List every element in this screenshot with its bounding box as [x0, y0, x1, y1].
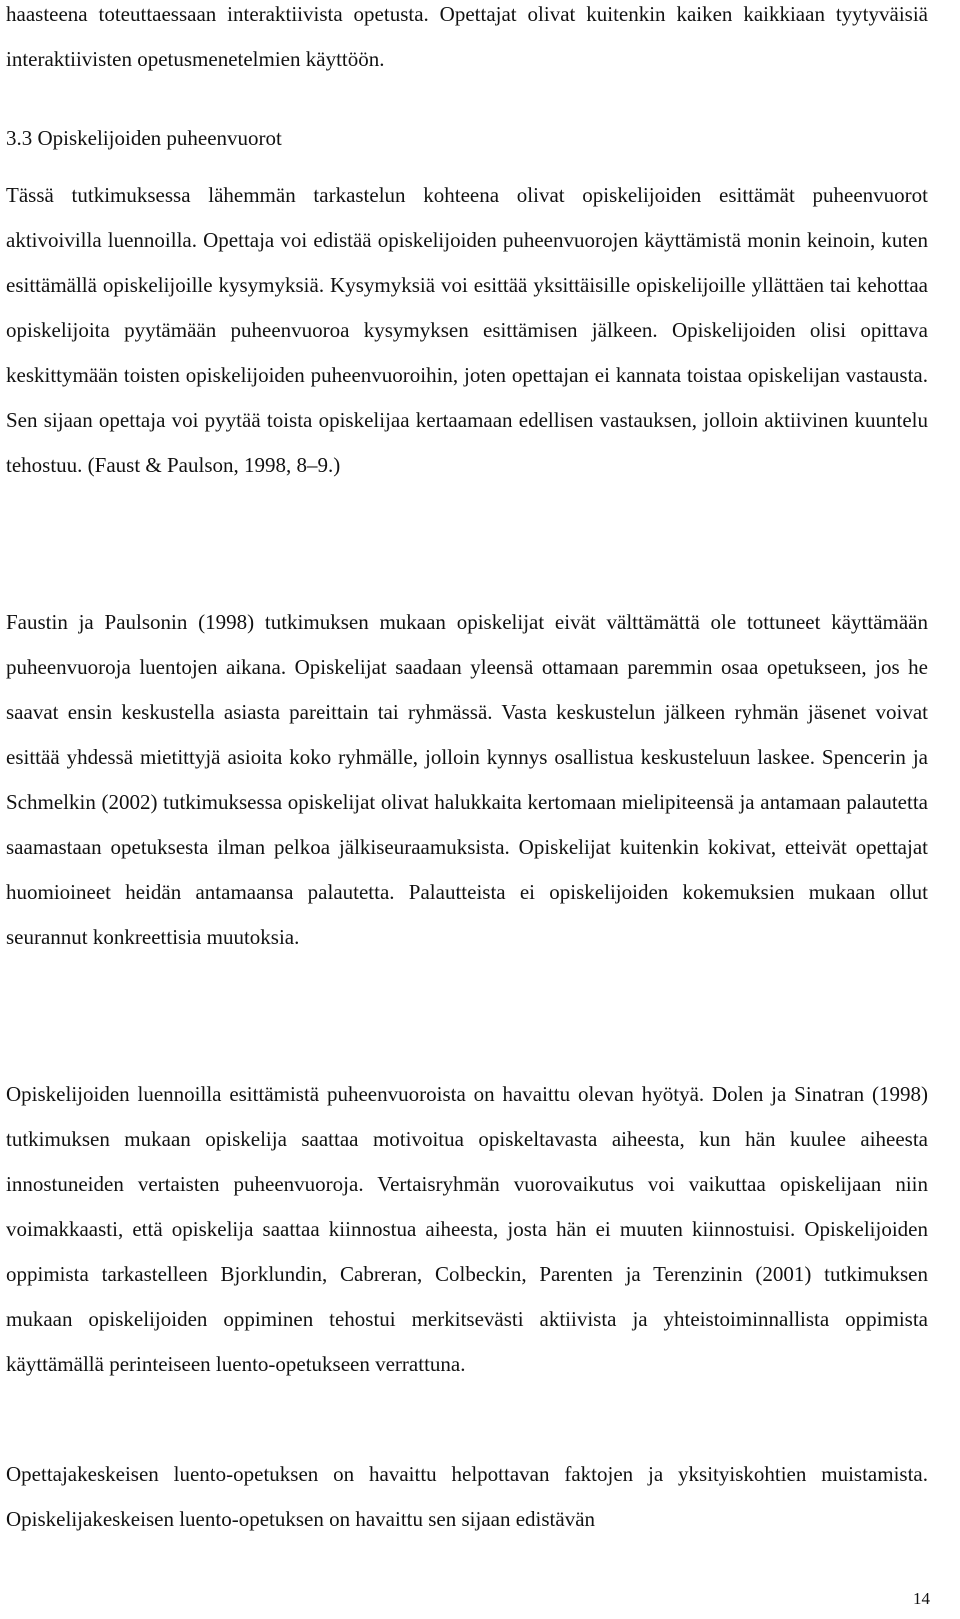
paragraph-3: Opiskelijoiden luennoilla esittämistä puheenvuoroista on havaittu olevan hyötyä. Dolen ja Sinatran (1998) tutkimuksen mukaan opiskelija saattaa motivoitua opiskeltavasta aiheesta, kun hän kuulee aiheesta innostuneiden vertaisten puheenvuoroja. Vertaisryhmän vuorovaikutus voi vaikuttaa opiskelijaan niin voimakkaasti, että opiskelija saattaa kiinnostua aiheesta, josta hän ei muuten kiinnostuisi. Opiskelijoiden oppimista tarkastelleen Bjorklundin, Cabreran, Colbeckin, Parenten ja Terenzinin (2001) tutkimuksen mukaan opiskelijoiden oppiminen tehostui merkitsevästi aktiivista ja yhteistoiminnallista oppimista käyttämällä perinteiseen luento-opetukseen verrattuna.	[6, 1082, 928, 1376]
paragraph-1: Tässä tutkimuksessa lähemmän tarkastelun kohteena olivat opiskelijoiden esittämät puheenvuorot aktivoivilla luennoilla. Opettaja voi edistää opiskelijoiden puheenvuorojen käyttämistä monin keinoin, kuten esittämällä opiskelijoille kysymyksiä. Kysymyksiä voi esittää yksittäisille opiskelijoille yllättäen tai kehottaa opiskelijoita pyytämään puheenvuoroa kysymyksen esittämisen jälkeen. Opiskelijoiden olisi opittava keskittymään toisten opiskelijoiden puheenvuoroihin, joten opettajan ei kannata toistaa opiskelijan vastausta. Sen sijaan opettaja voi pyytää toista opiskelijaa kertaamaan edellisen vastauksen, jolloin aktiivinen kuuntelu tehostuu. (Faust & Paulson, 1998, 8–9.)	[6, 183, 928, 477]
page-number: 14	[913, 1589, 930, 1608]
paragraph-2: Faustin ja Paulsonin (1998) tutkimuksen mukaan opiskelijat eivät välttämättä ole tottuneet käyttämään puheenvuoroja luentojen aikana. Opiskelijat saadaan yleensä ottamaan paremmin osaa opetukseen, jos he saavat ensin keskustella asiasta pareittain tai ryhmässä. Vasta keskustelun jälkeen ryhmän jäsenet voivat esittää yhdessä mietittyjä asioita koko ryhmälle, jolloin kynnys osallistua keskusteluun laskee. Spencerin ja Schmelkin (2002) tutkimuksessa opiskelijat olivat halukkaita kertomaan mielipiteensä ja antamaan palautetta saamastaan opetuksesta ilman pelkoa jälkiseuraamuksista. Opiskelijat kuitenkin kokivat, etteivät opettajat huomioineet heidän antamaansa palautetta. Palautteista ei opiskelijoiden kokemuksien mukaan ollut seurannut konkreettisia muutoksia.	[6, 610, 928, 949]
paragraph-4: Opettajakeskeisen luento-opetuksen on havaittu helpottavan faktojen ja yksityiskohtien muistamista. Opiskelijakeskeisen luento-opetuksen on havaittu sen sijaan edistävän	[6, 1462, 928, 1531]
section-heading: 3.3 Opiskelijoiden puheenvuorot	[6, 126, 282, 150]
continuation-paragraph: haasteena toteuttaessaan interaktiivista opetusta. Opettajat olivat kuitenkin kaiken kaikkiaan tyytyväisiä interaktiivisten opetusmenetelmien käyttöön.	[6, 2, 928, 71]
